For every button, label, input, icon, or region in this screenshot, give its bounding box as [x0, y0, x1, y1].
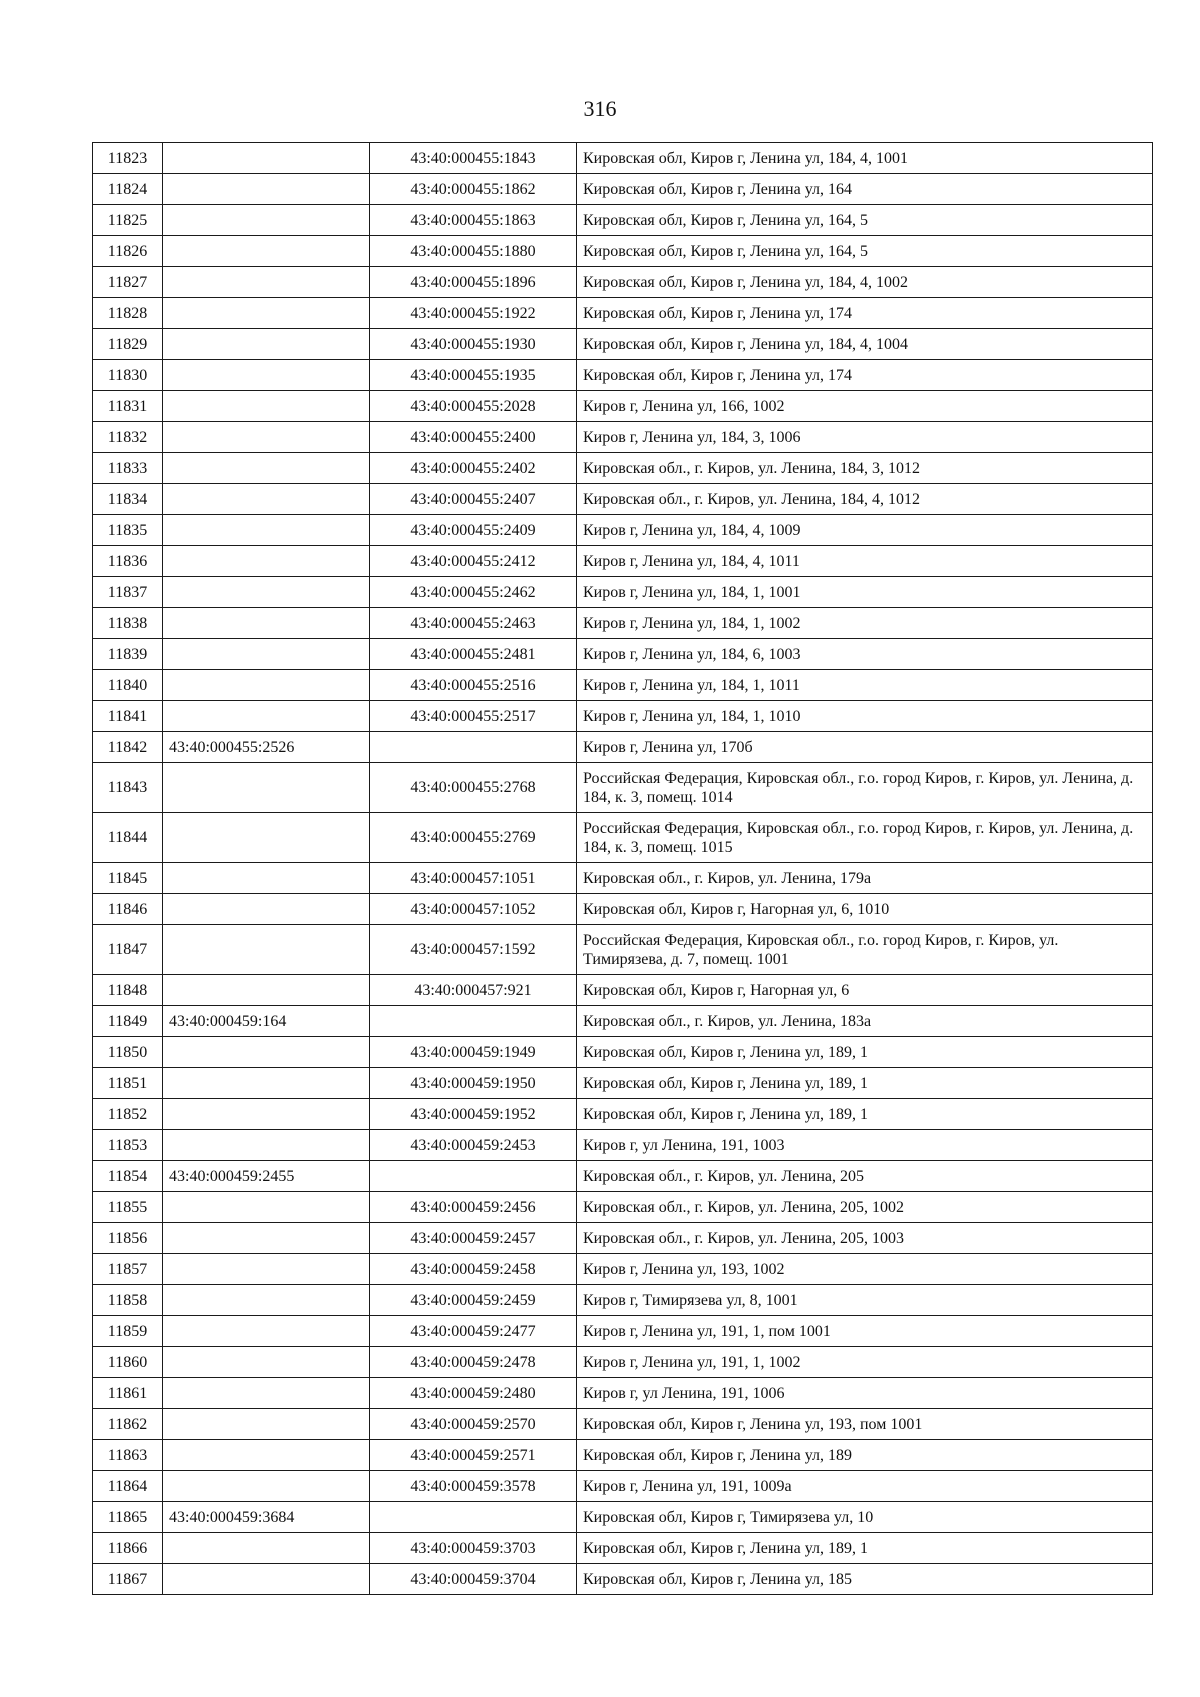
parent-cadastral-number-cell [163, 975, 370, 1006]
cadastral-number-cell [370, 732, 577, 763]
row-number-cell: 11851 [93, 1068, 163, 1099]
table-row [93, 1161, 1153, 1192]
table-row [93, 205, 1153, 236]
address-cell: Кировская обл, Киров г, Ленина ул, 184, 4, 1002 [577, 267, 1153, 298]
row-number-cell: 11858 [93, 1285, 163, 1316]
cadastral-number-cell: 43:40:000455:2769 [370, 813, 577, 863]
parent-cadastral-number-cell [163, 1099, 370, 1130]
address-cell: Кировская обл, Киров г, Ленина ул, 193, пом 1001 [577, 1409, 1153, 1440]
address-cell: Киров г, Ленина ул, 184, 1, 1010 [577, 701, 1153, 732]
cadastral-number-cell: 43:40:000459:2478 [370, 1347, 577, 1378]
table-row [93, 1192, 1153, 1223]
row-number-cell: 11845 [93, 863, 163, 894]
address-cell: Российская Федерация, Кировская обл., г.о. город Киров, г. Киров, ул. Тимирязева, д. 7, помещ. 1001 [577, 925, 1153, 975]
cadastral-number-cell: 43:40:000455:1922 [370, 298, 577, 329]
parent-cadastral-number-cell [163, 174, 370, 205]
address-cell: Российская Федерация, Кировская обл., г.о. город Киров, г. Киров, ул. Ленина, д. 184, к. 3, помещ. 1014 [577, 763, 1153, 813]
row-number-cell: 11829 [93, 329, 163, 360]
cadastral-number-cell: 43:40:000459:2457 [370, 1223, 577, 1254]
address-cell: Киров г, ул Ленина, 191, 1006 [577, 1378, 1153, 1409]
row-number-cell: 11850 [93, 1037, 163, 1068]
table-row [93, 1564, 1153, 1595]
table-row [93, 298, 1153, 329]
parent-cadastral-number-cell [163, 205, 370, 236]
table-row [93, 863, 1153, 894]
parent-cadastral-number-cell [163, 608, 370, 639]
row-number-cell: 11856 [93, 1223, 163, 1254]
address-cell: Киров г, Ленина ул, 184, 4, 1011 [577, 546, 1153, 577]
cadastral-number-cell: 43:40:000457:1051 [370, 863, 577, 894]
table-row [93, 1254, 1153, 1285]
row-number-cell: 11838 [93, 608, 163, 639]
table-row [93, 484, 1153, 515]
parent-cadastral-number-cell [163, 1192, 370, 1223]
table-row [93, 143, 1153, 174]
table-row [93, 1068, 1153, 1099]
parent-cadastral-number-cell [163, 236, 370, 267]
table-row [93, 174, 1153, 205]
cadastral-number-cell: 43:40:000457:1052 [370, 894, 577, 925]
row-number-cell: 11825 [93, 205, 163, 236]
cadastral-number-cell: 43:40:000459:2477 [370, 1316, 577, 1347]
table-row [93, 701, 1153, 732]
cadastral-number-cell: 43:40:000455:1843 [370, 143, 577, 174]
address-cell: Кировская обл., г. Киров, ул. Ленина, 184, 4, 1012 [577, 484, 1153, 515]
cadastral-number-cell: 43:40:000457:921 [370, 975, 577, 1006]
parent-cadastral-number-cell [163, 1037, 370, 1068]
parent-cadastral-number-cell [163, 298, 370, 329]
cadastral-number-cell: 43:40:000455:2407 [370, 484, 577, 515]
cadastral-number-cell: 43:40:000455:1862 [370, 174, 577, 205]
row-number-cell: 11866 [93, 1533, 163, 1564]
address-cell: Российская Федерация, Кировская обл., г.о. город Киров, г. Киров, ул. Ленина, д. 184, к. 3, помещ. 1015 [577, 813, 1153, 863]
table-row [93, 360, 1153, 391]
parent-cadastral-number-cell [163, 1440, 370, 1471]
parent-cadastral-number-cell [163, 360, 370, 391]
cadastral-number-cell: 43:40:000459:1949 [370, 1037, 577, 1068]
address-cell: Киров г, Ленина ул, 184, 3, 1006 [577, 422, 1153, 453]
cadastral-number-cell: 43:40:000455:1930 [370, 329, 577, 360]
address-cell: Киров г, ул Ленина, 191, 1003 [577, 1130, 1153, 1161]
row-number-cell: 11831 [93, 391, 163, 422]
row-number-cell: 11832 [93, 422, 163, 453]
address-cell: Киров г, Ленина ул, 184, 6, 1003 [577, 639, 1153, 670]
row-number-cell: 11865 [93, 1502, 163, 1533]
parent-cadastral-number-cell [163, 701, 370, 732]
table-row [93, 1378, 1153, 1409]
parent-cadastral-number-cell [163, 422, 370, 453]
table-row [93, 453, 1153, 484]
row-number-cell: 11840 [93, 670, 163, 701]
row-number-cell: 11824 [93, 174, 163, 205]
address-cell: Кировская обл, Киров г, Ленина ул, 164, 5 [577, 236, 1153, 267]
table-row [93, 1099, 1153, 1130]
address-cell: Кировская обл, Киров г, Ленина ул, 185 [577, 1564, 1153, 1595]
cadastral-number-cell: 43:40:000459:3704 [370, 1564, 577, 1595]
cadastral-number-cell: 43:40:000459:3703 [370, 1533, 577, 1564]
table-row [93, 1037, 1153, 1068]
address-cell: Кировская обл, Киров г, Ленина ул, 164, 5 [577, 205, 1153, 236]
address-cell: Кировская обл, Киров г, Тимирязева ул, 10 [577, 1502, 1153, 1533]
parent-cadastral-number-cell [163, 1316, 370, 1347]
cadastral-number-cell: 43:40:000459:3578 [370, 1471, 577, 1502]
address-cell: Киров г, Ленина ул, 184, 4, 1009 [577, 515, 1153, 546]
cadastral-number-cell [370, 1161, 577, 1192]
address-cell: Кировская обл, Киров г, Ленина ул, 189, 1 [577, 1068, 1153, 1099]
cadastral-number-cell: 43:40:000455:2481 [370, 639, 577, 670]
address-cell: Кировская обл, Киров г, Ленина ул, 189 [577, 1440, 1153, 1471]
cadastral-number-cell: 43:40:000459:2570 [370, 1409, 577, 1440]
row-number-cell: 11864 [93, 1471, 163, 1502]
cadastral-number-cell: 43:40:000455:2402 [370, 453, 577, 484]
row-number-cell: 11827 [93, 267, 163, 298]
address-cell: Киров г, Ленина ул, 184, 1, 1011 [577, 670, 1153, 701]
parent-cadastral-number-cell [163, 1378, 370, 1409]
parent-cadastral-number-cell [163, 143, 370, 174]
cadastral-number-cell: 43:40:000455:2412 [370, 546, 577, 577]
row-number-cell: 11833 [93, 453, 163, 484]
cadastral-number-cell: 43:40:000459:2571 [370, 1440, 577, 1471]
address-cell: Кировская обл, Киров г, Ленина ул, 174 [577, 360, 1153, 391]
cadastral-number-cell: 43:40:000455:1896 [370, 267, 577, 298]
row-number-cell: 11853 [93, 1130, 163, 1161]
cadastral-number-cell: 43:40:000455:2409 [370, 515, 577, 546]
registry-table [92, 142, 1153, 1595]
cadastral-number-cell: 43:40:000455:2400 [370, 422, 577, 453]
cadastral-number-cell: 43:40:000455:2516 [370, 670, 577, 701]
address-cell: Кировская обл., г. Киров, ул. Ленина, 179а [577, 863, 1153, 894]
table-row [93, 1409, 1153, 1440]
address-cell: Кировская обл, Киров г, Ленина ул, 174 [577, 298, 1153, 329]
parent-cadastral-number-cell [163, 925, 370, 975]
row-number-cell: 11860 [93, 1347, 163, 1378]
address-cell: Киров г, Ленина ул, 193, 1002 [577, 1254, 1153, 1285]
address-cell: Кировская обл., г. Киров, ул. Ленина, 205, 1002 [577, 1192, 1153, 1223]
cadastral-number-cell: 43:40:000455:2768 [370, 763, 577, 813]
cadastral-number-cell [370, 1502, 577, 1533]
row-number-cell: 11855 [93, 1192, 163, 1223]
table-row [93, 236, 1153, 267]
table-row [93, 546, 1153, 577]
table-row [93, 813, 1153, 863]
address-cell: Кировская обл., г. Киров, ул. Ленина, 205 [577, 1161, 1153, 1192]
parent-cadastral-number-cell [163, 1347, 370, 1378]
cadastral-number-cell: 43:40:000459:2459 [370, 1285, 577, 1316]
table-row [93, 577, 1153, 608]
parent-cadastral-number-cell [163, 813, 370, 863]
address-cell: Кировская обл, Киров г, Ленина ул, 189, 1 [577, 1099, 1153, 1130]
row-number-cell: 11862 [93, 1409, 163, 1440]
address-cell: Кировская обл, Киров г, Ленина ул, 164 [577, 174, 1153, 205]
parent-cadastral-number-cell: 43:40:000455:2526 [163, 732, 370, 763]
row-number-cell: 11859 [93, 1316, 163, 1347]
address-cell: Киров г, Ленина ул, 184, 1, 1002 [577, 608, 1153, 639]
row-number-cell: 11826 [93, 236, 163, 267]
parent-cadastral-number-cell [163, 1285, 370, 1316]
row-number-cell: 11852 [93, 1099, 163, 1130]
table-row [93, 763, 1153, 813]
table-row [93, 1347, 1153, 1378]
row-number-cell: 11836 [93, 546, 163, 577]
parent-cadastral-number-cell [163, 1564, 370, 1595]
parent-cadastral-number-cell [163, 639, 370, 670]
cadastral-number-cell: 43:40:000459:2458 [370, 1254, 577, 1285]
address-cell: Киров г, Ленина ул, 191, 1, 1002 [577, 1347, 1153, 1378]
row-number-cell: 11839 [93, 639, 163, 670]
parent-cadastral-number-cell [163, 267, 370, 298]
cadastral-number-cell: 43:40:000459:2480 [370, 1378, 577, 1409]
parent-cadastral-number-cell [163, 453, 370, 484]
row-number-cell: 11834 [93, 484, 163, 515]
table-row [93, 329, 1153, 360]
cadastral-number-cell: 43:40:000457:1592 [370, 925, 577, 975]
parent-cadastral-number-cell [163, 1471, 370, 1502]
row-number-cell: 11841 [93, 701, 163, 732]
row-number-cell: 11849 [93, 1006, 163, 1037]
address-cell: Киров г, Ленина ул, 170б [577, 732, 1153, 763]
parent-cadastral-number-cell [163, 670, 370, 701]
cadastral-number-cell [370, 1006, 577, 1037]
cadastral-number-cell: 43:40:000459:1950 [370, 1068, 577, 1099]
cadastral-number-cell: 43:40:000459:2453 [370, 1130, 577, 1161]
address-cell: Кировская обл, Киров г, Ленина ул, 189, 1 [577, 1533, 1153, 1564]
cadastral-number-cell: 43:40:000455:2517 [370, 701, 577, 732]
address-cell: Киров г, Ленина ул, 166, 1002 [577, 391, 1153, 422]
parent-cadastral-number-cell [163, 329, 370, 360]
cadastral-number-cell: 43:40:000455:1935 [370, 360, 577, 391]
parent-cadastral-number-cell [163, 863, 370, 894]
parent-cadastral-number-cell [163, 1068, 370, 1099]
parent-cadastral-number-cell [163, 484, 370, 515]
table-row [93, 1533, 1153, 1564]
row-number-cell: 11847 [93, 925, 163, 975]
table-row [93, 1471, 1153, 1502]
cadastral-number-cell: 43:40:000455:2028 [370, 391, 577, 422]
row-number-cell: 11842 [93, 732, 163, 763]
address-cell: Киров г, Ленина ул, 184, 1, 1001 [577, 577, 1153, 608]
address-cell: Кировская обл, Киров г, Ленина ул, 189, 1 [577, 1037, 1153, 1068]
address-cell: Киров г, Тимирязева ул, 8, 1001 [577, 1285, 1153, 1316]
row-number-cell: 11848 [93, 975, 163, 1006]
table-row [93, 422, 1153, 453]
address-cell: Кировская обл, Киров г, Ленина ул, 184, 4, 1001 [577, 143, 1153, 174]
address-cell: Кировская обл, Киров г, Нагорная ул, 6 [577, 975, 1153, 1006]
parent-cadastral-number-cell [163, 1254, 370, 1285]
table-row [93, 608, 1153, 639]
address-cell: Киров г, Ленина ул, 191, 1009а [577, 1471, 1153, 1502]
table-row [93, 1223, 1153, 1254]
address-cell: Кировская обл., г. Киров, ул. Ленина, 183а [577, 1006, 1153, 1037]
table-row [93, 1130, 1153, 1161]
parent-cadastral-number-cell [163, 577, 370, 608]
cadastral-number-cell: 43:40:000455:2462 [370, 577, 577, 608]
table-row [93, 1285, 1153, 1316]
cadastral-number-cell: 43:40:000455:1863 [370, 205, 577, 236]
row-number-cell: 11867 [93, 1564, 163, 1595]
table-row [93, 894, 1153, 925]
row-number-cell: 11854 [93, 1161, 163, 1192]
parent-cadastral-number-cell [163, 515, 370, 546]
cadastral-number-cell: 43:40:000459:2456 [370, 1192, 577, 1223]
table-row [93, 267, 1153, 298]
row-number-cell: 11835 [93, 515, 163, 546]
table-row [93, 670, 1153, 701]
row-number-cell: 11861 [93, 1378, 163, 1409]
parent-cadastral-number-cell [163, 1223, 370, 1254]
parent-cadastral-number-cell [163, 894, 370, 925]
table-row [93, 1006, 1153, 1037]
cadastral-number-cell: 43:40:000455:1880 [370, 236, 577, 267]
parent-cadastral-number-cell [163, 391, 370, 422]
parent-cadastral-number-cell: 43:40:000459:2455 [163, 1161, 370, 1192]
address-cell: Кировская обл., г. Киров, ул. Ленина, 184, 3, 1012 [577, 453, 1153, 484]
parent-cadastral-number-cell [163, 763, 370, 813]
parent-cadastral-number-cell: 43:40:000459:3684 [163, 1502, 370, 1533]
table-row [93, 1502, 1153, 1533]
row-number-cell: 11837 [93, 577, 163, 608]
table-row [93, 975, 1153, 1006]
row-number-cell: 11863 [93, 1440, 163, 1471]
cadastral-number-cell: 43:40:000455:2463 [370, 608, 577, 639]
row-number-cell: 11857 [93, 1254, 163, 1285]
table-row [93, 1316, 1153, 1347]
row-number-cell: 11830 [93, 360, 163, 391]
parent-cadastral-number-cell [163, 1409, 370, 1440]
cadastral-number-cell: 43:40:000459:1952 [370, 1099, 577, 1130]
row-number-cell: 11823 [93, 143, 163, 174]
address-cell: Киров г, Ленина ул, 191, 1, пом 1001 [577, 1316, 1153, 1347]
table-row [93, 925, 1153, 975]
table-row [93, 1440, 1153, 1471]
parent-cadastral-number-cell: 43:40:000459:164 [163, 1006, 370, 1037]
address-cell: Кировская обл, Киров г, Нагорная ул, 6, 1010 [577, 894, 1153, 925]
parent-cadastral-number-cell [163, 1533, 370, 1564]
page-number: 316 [583, 96, 617, 121]
address-cell: Кировская обл, Киров г, Ленина ул, 184, 4, 1004 [577, 329, 1153, 360]
parent-cadastral-number-cell [163, 546, 370, 577]
table-row [93, 732, 1153, 763]
registry-table-body [93, 143, 1153, 1595]
row-number-cell: 11828 [93, 298, 163, 329]
row-number-cell: 11843 [93, 763, 163, 813]
table-row [93, 639, 1153, 670]
table-row [93, 391, 1153, 422]
row-number-cell: 11846 [93, 894, 163, 925]
address-cell: Кировская обл., г. Киров, ул. Ленина, 205, 1003 [577, 1223, 1153, 1254]
parent-cadastral-number-cell [163, 1130, 370, 1161]
table-row [93, 515, 1153, 546]
row-number-cell: 11844 [93, 813, 163, 863]
